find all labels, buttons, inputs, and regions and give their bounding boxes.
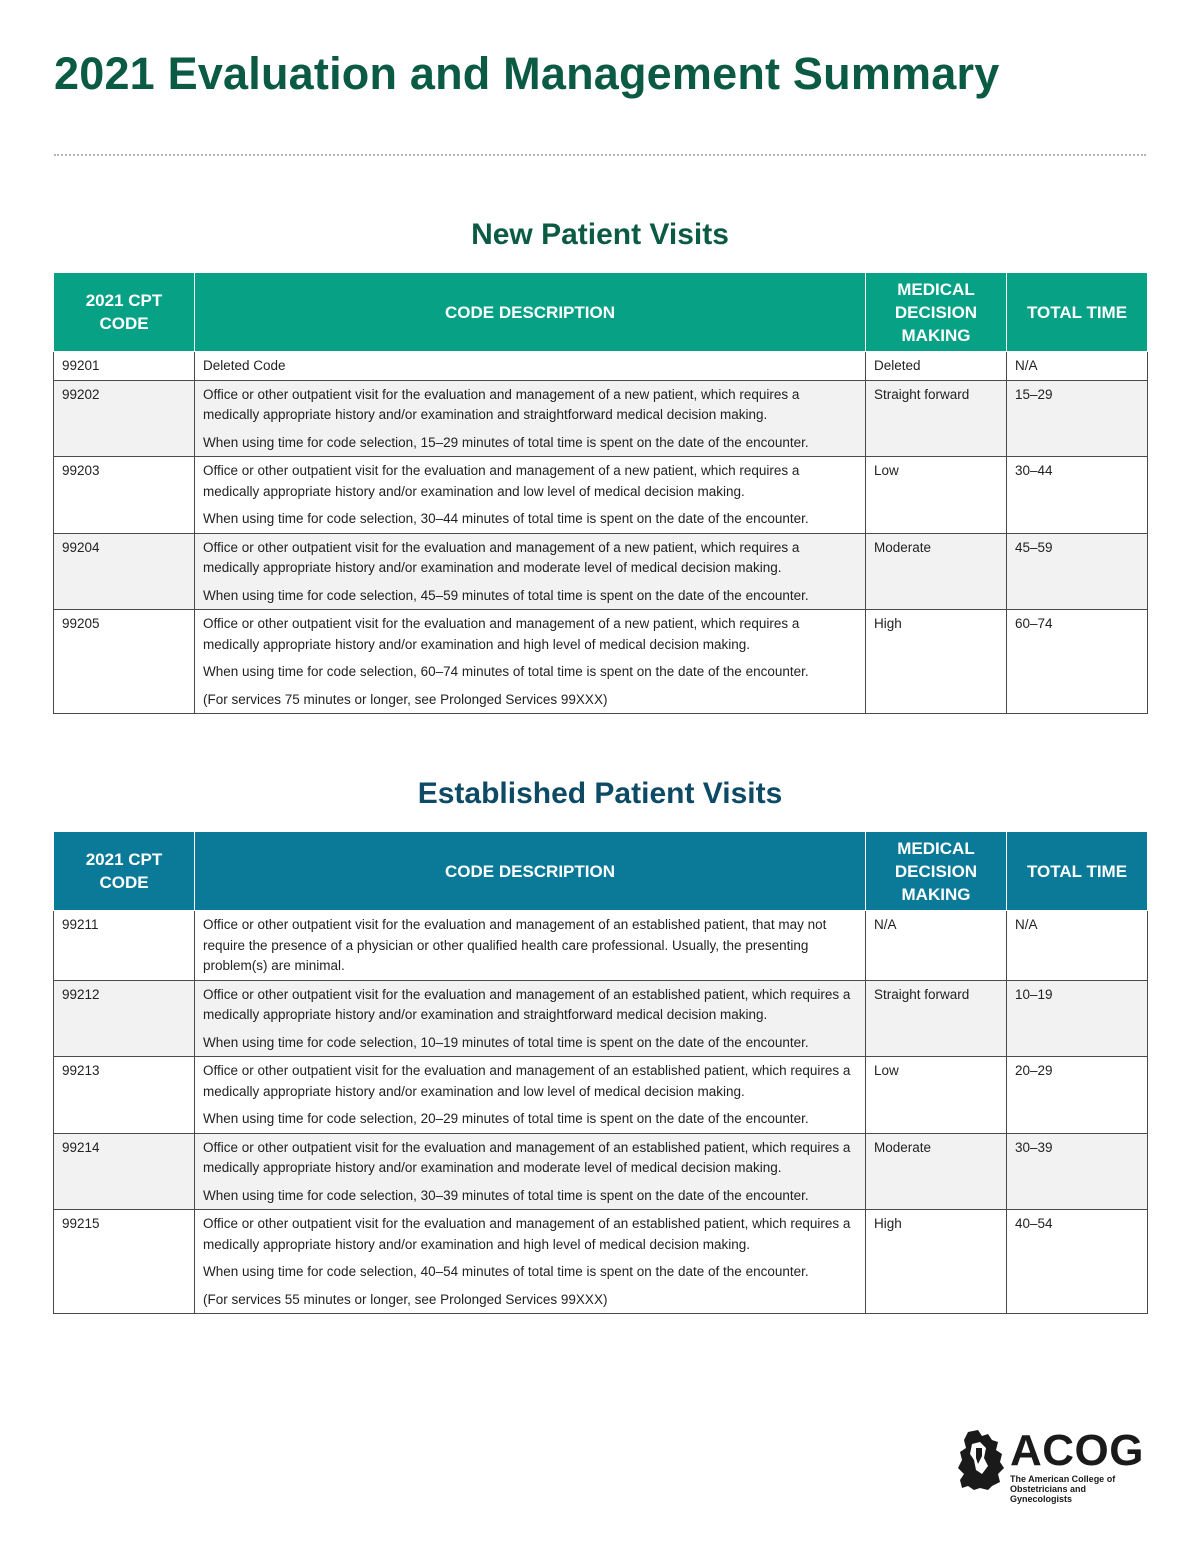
header-cpt-code: 2021 CPT CODE (54, 832, 195, 911)
header-code-description: CODE DESCRIPTION (195, 832, 866, 911)
description-text: Office or other outpatient visit for the evaluation and management of an established patient, which requires a medically appropriate history and/or examination and low level of medical decision making. (203, 1063, 851, 1099)
table-row (54, 1133, 1148, 1210)
total-time-cell: 20–29 (1007, 1057, 1148, 1134)
description-text: Office or other outpatient visit for the evaluation and management of an established patient, that may not require the presence of a physician or other qualified health care professional. Usually, the presenting problem(s) are minimal. (203, 917, 827, 973)
table-row (54, 1210, 1148, 1314)
time-selection-note: When using time for code selection, 45–59 minutes of total time is spent on the date of the encounter. (203, 587, 809, 603)
established-patient-table (53, 831, 1148, 1314)
time-selection-note: When using time for code selection, 40–54 minutes of total time is spent on the date of the encounter. (203, 1264, 809, 1279)
description-text: Office or other outpatient visit for the evaluation and management of an established patient, which requires a medically appropriate history and/or examination and straightforward medical decision making. (203, 986, 851, 1022)
total-time-cell: N/A (1007, 352, 1148, 381)
table-row (54, 457, 1148, 534)
cpt-code-cell: 99205 (54, 610, 195, 714)
table-row (54, 911, 1148, 981)
acog-logo (958, 1426, 1148, 1504)
title-divider (54, 154, 1146, 156)
prolonged-services-note: (For services 75 minutes or longer, see Prolonged Services 99XXX) (203, 691, 608, 707)
time-selection-note: When using time for code selection, 10–19 minutes of total time is spent on the date of the encounter. (203, 1034, 809, 1050)
code-description-cell (195, 1057, 866, 1134)
acog-seal-icon (958, 1430, 1004, 1490)
total-time-cell: 15–29 (1007, 380, 1148, 457)
cpt-code-cell: 99201 (54, 352, 195, 381)
prolonged-services-note: (For services 55 minutes or longer, see Prolonged Services 99XXX) (203, 1291, 608, 1307)
logo-tagline: The American College of Obstetricians and Gynecologists (1010, 1474, 1116, 1504)
time-selection-note: When using time for code selection, 15–29 minutes of total time is spent on the date of the encounter. (203, 434, 809, 450)
cpt-code-cell: 99213 (54, 1057, 195, 1134)
established-patient-rows (54, 911, 1148, 1314)
new-patient-section-title: New Patient Visits (471, 218, 729, 251)
medical-decision-making-cell: N/A (866, 911, 1007, 981)
medical-decision-making-cell: Deleted (866, 352, 1007, 381)
total-time-cell: 60–74 (1007, 610, 1148, 714)
description-text: Office or other outpatient visit for the evaluation and management of a new patient, which requires a medically appropriate history and/or examination and low level of medical decision making. (203, 463, 800, 499)
cpt-code-cell: 99212 (54, 980, 195, 1057)
established-patient-section-title: Established Patient Visits (417, 777, 783, 810)
cpt-code-cell: 99215 (54, 1210, 195, 1314)
header-total-time: TOTAL TIME (1007, 273, 1148, 352)
description-text: Office or other outpatient visit for the evaluation and management of a new patient, which requires a medically appropriate history and/or examination and high level of medical decision making. (203, 616, 800, 652)
time-selection-note: When using time for code selection, 20–29 minutes of total time is spent on the date of the encounter. (203, 1111, 809, 1126)
description-text: Office or other outpatient visit for the evaluation and management of a new patient, which requires a medically appropriate history and/or examination and moderate level of medical decision making. (203, 539, 800, 575)
cpt-code-cell: 99203 (54, 457, 195, 534)
description-text: Office or other outpatient visit for the evaluation and management of a new patient, which requires a medically appropriate history and/or examination and straightforward medical decision making. (203, 386, 800, 422)
new-patient-table (53, 272, 1148, 714)
medical-decision-making-cell: Moderate (866, 1133, 1007, 1210)
code-description-cell (195, 1133, 866, 1210)
cpt-code-cell: 99202 (54, 380, 195, 457)
medical-decision-making-cell: High (866, 610, 1007, 714)
total-time-cell: 30–44 (1007, 457, 1148, 534)
page-title: 2021 Evaluation and Management Summary (54, 48, 1000, 99)
time-selection-note: When using time for code selection, 30–44 minutes of total time is spent on the date of the encounter. (203, 511, 809, 526)
new-patient-rows (54, 352, 1148, 714)
header-total-time: TOTAL TIME (1007, 832, 1148, 911)
table-row (54, 610, 1148, 714)
table-row (54, 352, 1148, 381)
medical-decision-making-cell: Moderate (866, 533, 1007, 610)
table-row (54, 380, 1148, 457)
code-description-cell (195, 533, 866, 610)
cpt-code-cell: 99204 (54, 533, 195, 610)
header-cpt-code: 2021 CPT CODE (54, 273, 195, 352)
description-text: Office or other outpatient visit for the evaluation and management of an established patient, which requires a medically appropriate history and/or examination and moderate level of medical decision making. (203, 1139, 851, 1175)
table-row (54, 533, 1148, 610)
code-description-cell (195, 980, 866, 1057)
cpt-code-cell: 99211 (54, 911, 195, 981)
medical-decision-making-cell: Low (866, 1057, 1007, 1134)
header-medical-decision-making: MEDICAL DECISION MAKING (866, 832, 1007, 911)
time-selection-note: When using time for code selection, 30–39 minutes of total time is spent on the date of the encounter. (203, 1187, 809, 1203)
table-row (54, 980, 1148, 1057)
total-time-cell: 30–39 (1007, 1133, 1148, 1210)
total-time-cell: 40–54 (1007, 1210, 1148, 1314)
description-text: Office or other outpatient visit for the evaluation and management of an established patient, which requires a medically appropriate history and/or examination and high level of medical decision making. (203, 1216, 851, 1252)
total-time-cell: 45–59 (1007, 533, 1148, 610)
code-description-cell (195, 911, 866, 981)
table-header-row (54, 273, 1148, 352)
cpt-code-cell: 99214 (54, 1133, 195, 1210)
total-time-cell: N/A (1007, 911, 1148, 981)
medical-decision-making-cell: Low (866, 457, 1007, 534)
table-header-row (54, 832, 1148, 911)
total-time-cell: 10–19 (1007, 980, 1148, 1057)
code-description-cell (195, 352, 866, 381)
medical-decision-making-cell: High (866, 1210, 1007, 1314)
code-description-cell (195, 610, 866, 714)
medical-decision-making-cell: Straight forward (866, 980, 1007, 1057)
header-medical-decision-making: MEDICAL DECISION MAKING (866, 273, 1007, 352)
header-code-description: CODE DESCRIPTION (195, 273, 866, 352)
time-selection-note: When using time for code selection, 60–74 minutes of total time is spent on the date of the encounter. (203, 664, 809, 679)
logo-name: ACOG (1010, 1426, 1144, 1475)
code-description-cell (195, 1210, 866, 1314)
code-description-cell (195, 457, 866, 534)
table-row (54, 1057, 1148, 1134)
medical-decision-making-cell: Straight forward (866, 380, 1007, 457)
description-text: Deleted Code (203, 358, 286, 373)
code-description-cell (195, 380, 866, 457)
